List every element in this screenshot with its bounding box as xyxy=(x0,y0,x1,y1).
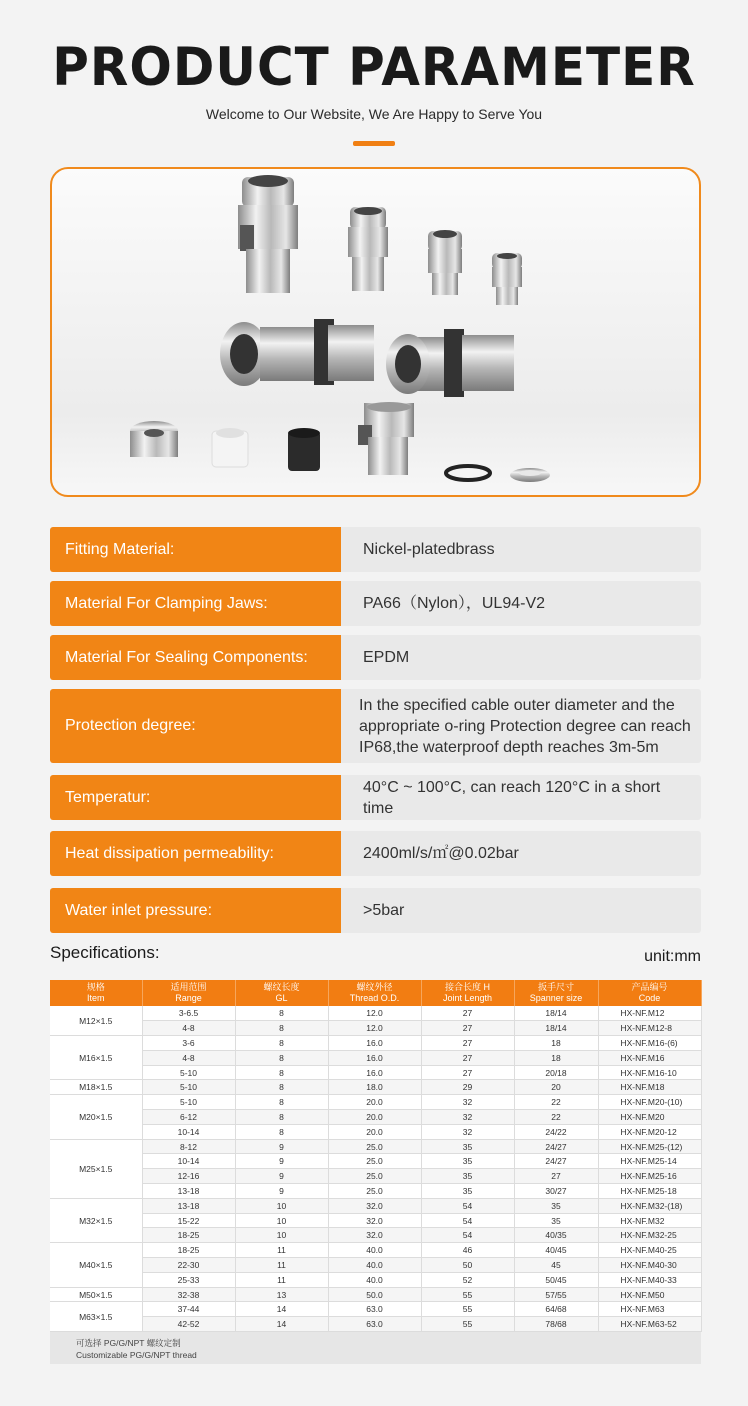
param-label: Water inlet pressure: xyxy=(50,888,341,933)
table-cell: 8 xyxy=(235,1095,328,1110)
table-row xyxy=(50,1198,701,1213)
param-row-protection-degree xyxy=(50,689,701,763)
table-cell: 46 xyxy=(421,1243,514,1258)
table-cell: 8 xyxy=(235,1050,328,1065)
code-cell: HX-NF.M12-8 xyxy=(598,1021,701,1036)
table-header-cell xyxy=(142,980,235,1006)
table-cell: 63.0 xyxy=(328,1317,421,1332)
unit-label: unit:mm xyxy=(644,948,701,965)
param-row-heat-dissipation xyxy=(50,831,701,876)
table-cell: 16.0 xyxy=(328,1065,421,1080)
table-cell: 18.0 xyxy=(328,1080,421,1095)
table-cell: 54 xyxy=(421,1198,514,1213)
header-cn: 接合长度 H xyxy=(444,982,490,992)
param-value: PA66（Nylon），UL94-V2 xyxy=(341,581,701,626)
code-cell: HX-NF.M16 xyxy=(598,1050,701,1065)
code-cell: HX-NF.M50 xyxy=(598,1287,701,1302)
table-cell: 3-6 xyxy=(142,1036,235,1051)
title-divider xyxy=(353,141,395,146)
table-cell: 32.0 xyxy=(328,1198,421,1213)
header-en: Spanner size xyxy=(529,993,583,1003)
code-cell: HX-NF.M32-25 xyxy=(598,1228,701,1243)
table-cell: 11 xyxy=(235,1258,328,1273)
table-cell: 54 xyxy=(421,1213,514,1228)
code-cell: HX-NF.M40-33 xyxy=(598,1272,701,1287)
table-footnote xyxy=(50,1332,701,1364)
table-cell: 20/18 xyxy=(514,1065,598,1080)
param-label: Fitting Material: xyxy=(50,527,341,572)
table-row xyxy=(50,1065,701,1080)
header-cn: 产品编号 xyxy=(631,982,668,992)
table-header-cell xyxy=(50,980,142,1006)
table-cell: 35 xyxy=(421,1154,514,1169)
code-cell: HX-NF.M63-52 xyxy=(598,1317,701,1332)
table-cell: 32.0 xyxy=(328,1213,421,1228)
table-cell: 27 xyxy=(421,1050,514,1065)
table-cell: 55 xyxy=(421,1302,514,1317)
table-cell: 42-52 xyxy=(142,1317,235,1332)
table-cell: 40.0 xyxy=(328,1258,421,1273)
table-cell: 25.0 xyxy=(328,1154,421,1169)
cable-gland-illustration xyxy=(52,169,701,497)
header-en: Joint Length xyxy=(442,993,493,1003)
table-cell: 55 xyxy=(421,1317,514,1332)
table-cell: 13-18 xyxy=(142,1184,235,1199)
table-cell: 4-8 xyxy=(142,1021,235,1036)
table-cell: 20 xyxy=(514,1080,598,1095)
table-row xyxy=(50,1287,701,1302)
table-cell: 22 xyxy=(514,1095,598,1110)
code-cell: HX-NF.M18 xyxy=(598,1080,701,1095)
table-cell: 35 xyxy=(421,1139,514,1154)
table-row xyxy=(50,1080,701,1095)
table-cell: 16.0 xyxy=(328,1036,421,1051)
table-cell: 20.0 xyxy=(328,1124,421,1139)
table-cell: 50 xyxy=(421,1258,514,1273)
table-cell: 5-10 xyxy=(142,1065,235,1080)
table-cell: 20.0 xyxy=(328,1110,421,1125)
table-cell: 9 xyxy=(235,1139,328,1154)
table-cell: 8 xyxy=(235,1036,328,1051)
table-cell: 18 xyxy=(514,1050,598,1065)
table-cell: 8-12 xyxy=(142,1139,235,1154)
table-cell: 8 xyxy=(235,1006,328,1021)
code-cell: HX-NF.M12 xyxy=(598,1006,701,1021)
table-cell: 37-44 xyxy=(142,1302,235,1317)
table-cell: 8 xyxy=(235,1124,328,1139)
table-cell: 45 xyxy=(514,1258,598,1273)
item-cell: M25×1.5 xyxy=(50,1139,142,1198)
table-cell: 11 xyxy=(235,1272,328,1287)
table-row xyxy=(50,1169,701,1184)
table-cell: 55 xyxy=(421,1287,514,1302)
table-cell: 12.0 xyxy=(328,1021,421,1036)
table-cell: 8 xyxy=(235,1065,328,1080)
table-cell: 50/45 xyxy=(514,1272,598,1287)
table-cell: 14 xyxy=(235,1317,328,1332)
item-cell: M12×1.5 xyxy=(50,1006,142,1036)
code-cell: HX-NF.M40-30 xyxy=(598,1258,701,1273)
table-cell: 32 xyxy=(421,1095,514,1110)
table-cell: 54 xyxy=(421,1228,514,1243)
page-title: PRODUCT PARAMETER xyxy=(52,36,696,98)
table-cell: 35 xyxy=(514,1198,598,1213)
table-cell: 30/27 xyxy=(514,1184,598,1199)
table-cell: 15-22 xyxy=(142,1213,235,1228)
table-row xyxy=(50,1006,701,1021)
table-row xyxy=(50,1302,701,1317)
param-label: Material For Clamping Jaws: xyxy=(50,581,341,626)
table-cell: 32.0 xyxy=(328,1228,421,1243)
table-cell: 35 xyxy=(421,1184,514,1199)
table-cell: 18/14 xyxy=(514,1021,598,1036)
footnote-en: Customizable PG/G/NPT thread xyxy=(76,1350,197,1360)
table-row xyxy=(50,1317,701,1332)
table-cell: 50.0 xyxy=(328,1287,421,1302)
header-cn: 规格 xyxy=(86,982,105,992)
param-label: Material For Sealing Components: xyxy=(50,635,341,680)
table-cell: 24/27 xyxy=(514,1154,598,1169)
table-cell: 25.0 xyxy=(328,1139,421,1154)
table-cell: 27 xyxy=(421,1065,514,1080)
table-cell: 12.0 xyxy=(328,1006,421,1021)
table-cell: 13 xyxy=(235,1287,328,1302)
table-cell: 27 xyxy=(421,1006,514,1021)
table-cell: 32 xyxy=(421,1124,514,1139)
table-cell: 40/35 xyxy=(514,1228,598,1243)
table-cell: 5-10 xyxy=(142,1095,235,1110)
header-en: Range xyxy=(175,993,202,1003)
param-row-temperature xyxy=(50,775,701,820)
table-row xyxy=(50,1095,701,1110)
table-row xyxy=(50,1258,701,1273)
table-header-cell xyxy=(514,980,598,1006)
table-cell: 35 xyxy=(421,1169,514,1184)
table-cell: 10-14 xyxy=(142,1154,235,1169)
table-row xyxy=(50,1243,701,1258)
table-cell: 22 xyxy=(514,1110,598,1125)
code-cell: HX-NF.M32 xyxy=(598,1213,701,1228)
table-cell: 18/14 xyxy=(514,1006,598,1021)
table-cell: 10 xyxy=(235,1198,328,1213)
table-cell: 35 xyxy=(514,1213,598,1228)
header-cn: 适用范围 xyxy=(170,982,207,992)
code-cell: HX-NF.M20 xyxy=(598,1110,701,1125)
table-cell: 64/68 xyxy=(514,1302,598,1317)
table-cell: 40/45 xyxy=(514,1243,598,1258)
table-cell: 4-8 xyxy=(142,1050,235,1065)
table-cell: 9 xyxy=(235,1169,328,1184)
table-cell: 27 xyxy=(514,1169,598,1184)
page-subtitle: Welcome to Our Website, We Are Happy to Serve You xyxy=(205,106,543,122)
code-cell: HX-NF.M25-14 xyxy=(598,1154,701,1169)
table-row xyxy=(50,1272,701,1287)
code-cell: HX-NF.M16-(6) xyxy=(598,1036,701,1051)
item-cell: M20×1.5 xyxy=(50,1095,142,1139)
table-cell: 16.0 xyxy=(328,1050,421,1065)
header-en: Item xyxy=(86,993,105,1003)
param-row-sealing-components xyxy=(50,635,701,680)
param-value: 2400ml/s/㎡@0.02bar xyxy=(341,831,701,876)
code-cell: HX-NF.M32-(18) xyxy=(598,1198,701,1213)
table-cell: 63.0 xyxy=(328,1302,421,1317)
table-cell: 13-18 xyxy=(142,1198,235,1213)
table-cell: 20.0 xyxy=(328,1095,421,1110)
table-cell: 10-14 xyxy=(142,1124,235,1139)
table-cell: 27 xyxy=(421,1021,514,1036)
code-cell: HX-NF.M20-(10) xyxy=(598,1095,701,1110)
table-row xyxy=(50,1036,701,1051)
table-cell: 32-38 xyxy=(142,1287,235,1302)
table-cell: 10 xyxy=(235,1228,328,1243)
table-cell: 9 xyxy=(235,1154,328,1169)
table-cell: 25.0 xyxy=(328,1184,421,1199)
table-row xyxy=(50,1021,701,1036)
table-header-cell xyxy=(598,980,701,1006)
table-cell: 32 xyxy=(421,1110,514,1125)
table-cell: 10 xyxy=(235,1213,328,1228)
specifications-title: Specifications: xyxy=(50,943,160,962)
table-row xyxy=(50,1110,701,1125)
table-cell: 22-30 xyxy=(142,1258,235,1273)
table-cell: 40.0 xyxy=(328,1272,421,1287)
header-cn: 扳手尺寸 xyxy=(537,982,574,992)
table-row xyxy=(50,1228,701,1243)
header-en: Code xyxy=(638,993,661,1003)
table-row xyxy=(50,1184,701,1199)
code-cell: HX-NF.M40-25 xyxy=(598,1243,701,1258)
item-cell: M50×1.5 xyxy=(50,1287,142,1302)
specifications-table xyxy=(50,980,702,1332)
table-cell: 25.0 xyxy=(328,1169,421,1184)
table-cell: 8 xyxy=(235,1080,328,1095)
table-header-cell xyxy=(421,980,514,1006)
param-value: >5bar xyxy=(341,888,701,933)
param-label: Heat dissipation permeability: xyxy=(50,831,341,876)
table-row xyxy=(50,1139,701,1154)
table-cell: 25-33 xyxy=(142,1272,235,1287)
table-row xyxy=(50,1154,701,1169)
code-cell: HX-NF.M25-16 xyxy=(598,1169,701,1184)
item-cell: M32×1.5 xyxy=(50,1198,142,1242)
table-cell: 78/68 xyxy=(514,1317,598,1332)
footnote-cn: 可选择 PG/G/NPT 螺纹定制 xyxy=(76,1338,181,1348)
code-cell: HX-NF.M25-18 xyxy=(598,1184,701,1199)
param-row-water-inlet-pressure xyxy=(50,888,701,933)
table-cell: 52 xyxy=(421,1272,514,1287)
table-cell: 9 xyxy=(235,1184,328,1199)
table-row xyxy=(50,1213,701,1228)
param-row-fitting-material xyxy=(50,527,701,572)
header-en: Thread O.D. xyxy=(349,993,400,1003)
table-row xyxy=(50,1050,701,1065)
table-cell: 3-6.5 xyxy=(142,1006,235,1021)
table-cell: 40.0 xyxy=(328,1243,421,1258)
item-cell: M63×1.5 xyxy=(50,1302,142,1332)
table-cell: 57/55 xyxy=(514,1287,598,1302)
param-value: Nickel-platedbrass xyxy=(341,527,701,572)
table-cell: 5-10 xyxy=(142,1080,235,1095)
item-cell: M40×1.5 xyxy=(50,1243,142,1287)
table-cell: 18-25 xyxy=(142,1228,235,1243)
code-cell: HX-NF.M16-10 xyxy=(598,1065,701,1080)
header-en: GL xyxy=(275,993,288,1003)
table-row xyxy=(50,1124,701,1139)
item-cell: M16×1.5 xyxy=(50,1036,142,1080)
param-value: EPDM xyxy=(341,635,701,680)
param-label: Protection degree: xyxy=(50,689,341,763)
header-cn: 螺纹长度 xyxy=(263,982,300,992)
code-cell: HX-NF.M20-12 xyxy=(598,1124,701,1139)
param-row-clamping-jaws xyxy=(50,581,701,626)
table-cell: 11 xyxy=(235,1243,328,1258)
table-cell: 8 xyxy=(235,1110,328,1125)
table-cell: 24/22 xyxy=(514,1124,598,1139)
table-cell: 14 xyxy=(235,1302,328,1317)
code-cell: HX-NF.M63 xyxy=(598,1302,701,1317)
table-header-cell xyxy=(328,980,421,1006)
table-cell: 27 xyxy=(421,1036,514,1051)
param-value: 40°C ~ 100°C, can reach 120°C in a short time xyxy=(341,775,701,820)
table-cell: 29 xyxy=(421,1080,514,1095)
table-header-cell xyxy=(235,980,328,1006)
table-cell: 8 xyxy=(235,1021,328,1036)
item-cell: M18×1.5 xyxy=(50,1080,142,1095)
product-photo xyxy=(50,167,701,497)
table-cell: 18-25 xyxy=(142,1243,235,1258)
table-cell: 24/27 xyxy=(514,1139,598,1154)
table-cell: 18 xyxy=(514,1036,598,1051)
code-cell: HX-NF.M25-(12) xyxy=(598,1139,701,1154)
param-value: In the specified cable outer diameter and the appropriate o-ring Protection degree can reach IP68,the waterproof depth reaches 3m-5m xyxy=(341,689,701,763)
table-cell: 6-12 xyxy=(142,1110,235,1125)
param-label: Temperatur: xyxy=(50,775,341,820)
table-cell: 12-16 xyxy=(142,1169,235,1184)
header-cn: 螺纹外径 xyxy=(356,982,393,992)
